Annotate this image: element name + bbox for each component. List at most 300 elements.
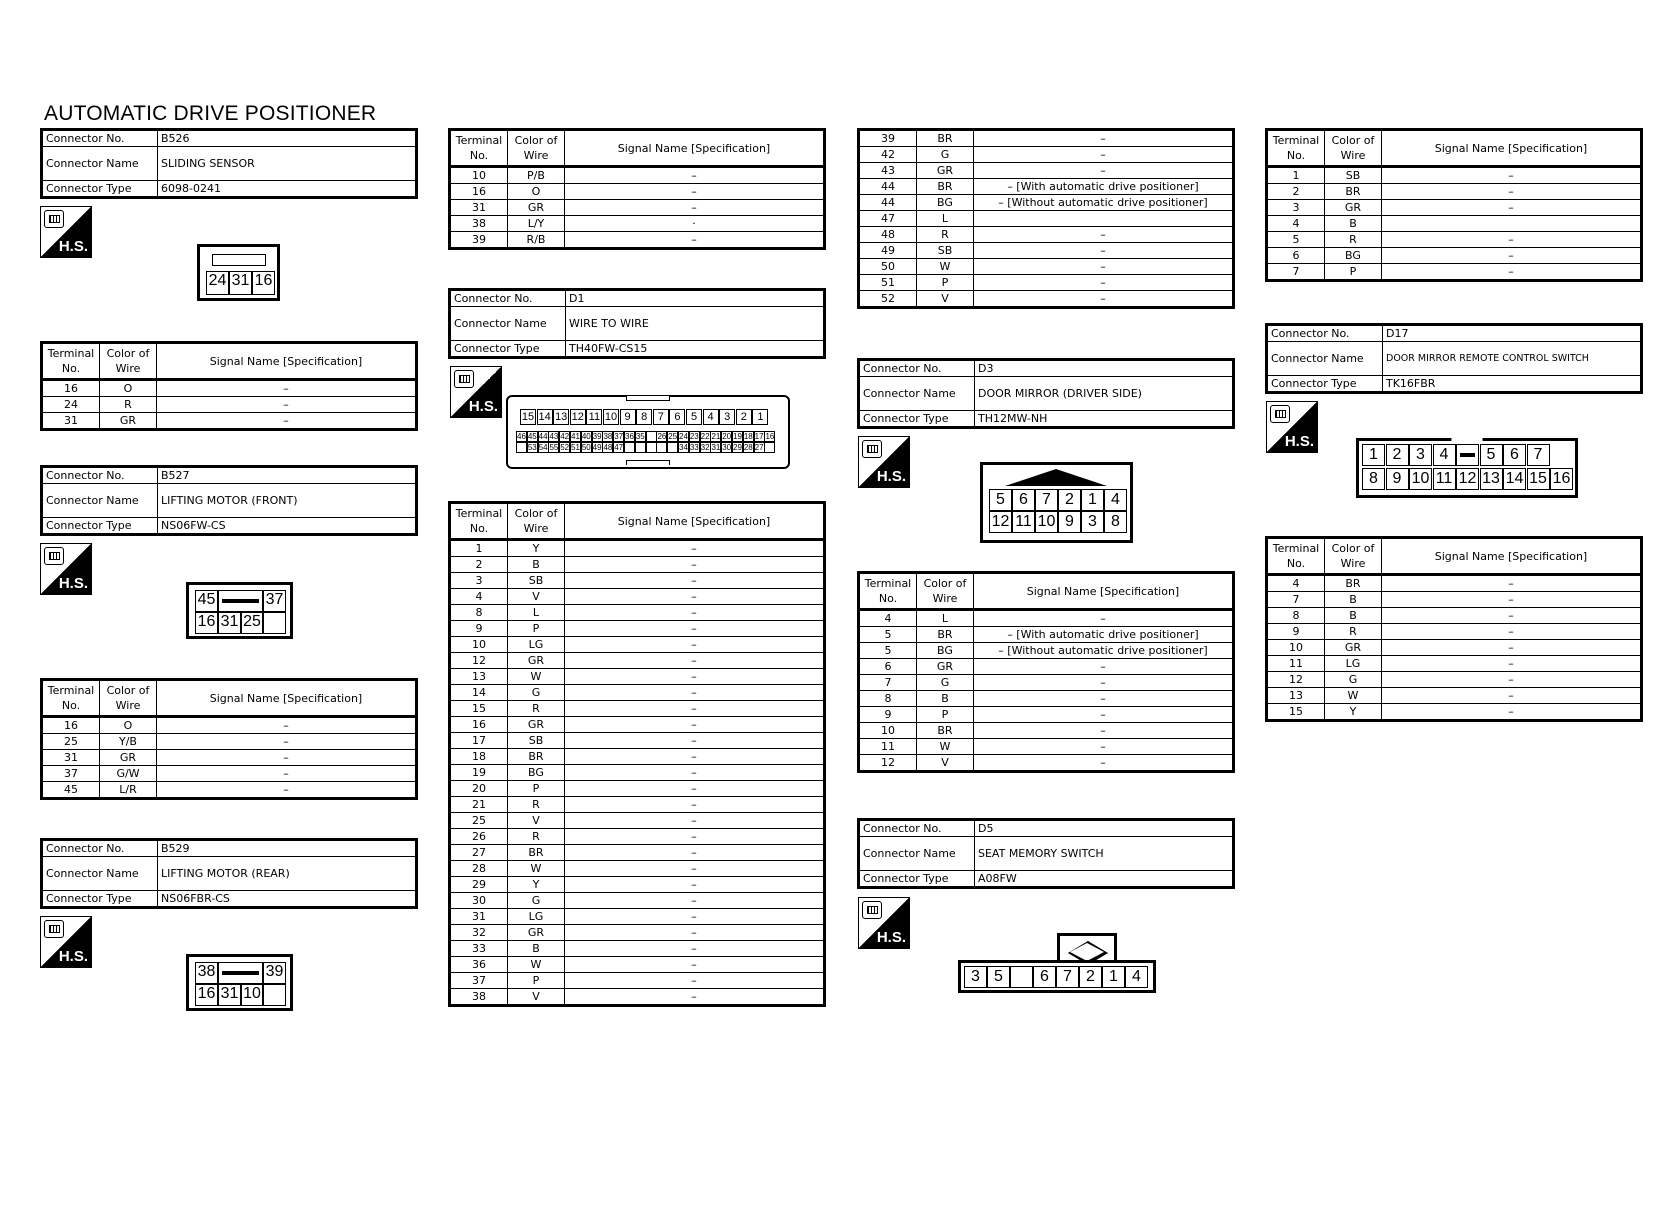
wire-color-cell: Y [508, 540, 565, 557]
signal-name-cell: – [974, 659, 1234, 675]
signal-name-cell: – [565, 573, 825, 589]
terminal-no-cell: 5 [859, 627, 917, 643]
table-row [450, 605, 825, 621]
connector-pin: 3 [1081, 511, 1104, 533]
connector-pin: 27 [754, 443, 764, 452]
connector-pin: 51 [571, 443, 580, 452]
table-row [450, 557, 825, 573]
terminal-no-cell: 1 [450, 540, 508, 557]
terminal-no-cell: 52 [859, 291, 917, 308]
terminal-no-cell: 38 [450, 989, 508, 1006]
wire-color-cell: P [508, 973, 565, 989]
connector-info-d3: Connector No. D3 Connector Name DOOR MIRROR (DRIVER SIDE) Connector Type TH12MW-NH [857, 358, 1235, 429]
wire-color-cell: BR [917, 179, 974, 195]
wire-color-cell: R [1325, 232, 1382, 248]
table-row [450, 845, 825, 861]
wire-color-cell: GR [100, 750, 157, 766]
terminal-no-cell: 50 [859, 259, 917, 275]
wire-color-cell: G [1325, 672, 1382, 688]
table-row [450, 797, 825, 813]
terminal-no-cell: 12 [1267, 672, 1325, 688]
terminal-no-cell: 28 [450, 861, 508, 877]
connector-pin: 45 [527, 432, 537, 441]
signal-name-cell: – [565, 733, 825, 749]
signal-name-cell: – [With automatic drive positioner] [974, 179, 1234, 195]
connector-pin [624, 442, 635, 453]
connector-no: D3 [975, 360, 1234, 377]
table-row [1267, 656, 1642, 672]
table-row [859, 275, 1234, 291]
harness-side-icon: H.S. [40, 916, 92, 968]
connector-pin: 30 [722, 443, 732, 452]
signal-name-cell: – [565, 797, 825, 813]
connector-no: B526 [158, 130, 417, 147]
connector-face-d1 [506, 395, 790, 469]
connector-pin: 12 [571, 411, 584, 423]
wire-color-cell: GR [508, 717, 565, 733]
wire-color-cell: LG [1325, 656, 1382, 672]
table-row [1267, 232, 1642, 248]
signal-name-cell: – [565, 845, 825, 861]
terminal-no-cell: 24 [42, 397, 100, 413]
terminal-no-cell: 4 [1267, 216, 1325, 232]
wire-color-cell: B [1325, 592, 1382, 608]
signal-name-cell: · [565, 216, 825, 232]
connector-pin: 42 [560, 432, 570, 441]
connector-pin: 8 [1362, 468, 1385, 490]
wire-color-cell: GR [508, 200, 565, 216]
signal-name-cell: – [565, 989, 825, 1006]
signal-name-cell: – [565, 973, 825, 989]
wire-color-cell: W [508, 861, 565, 877]
connector-no: B529 [158, 840, 417, 857]
connector-pin: 7 [1035, 489, 1058, 511]
connector-face-d5 [958, 933, 1156, 993]
signal-name-cell: – [1382, 184, 1642, 200]
connector-pin: 3 [719, 409, 735, 425]
connector-pin: 19 [733, 432, 742, 441]
page-title: AUTOMATIC DRIVE POSITIONER [44, 102, 377, 125]
connector-pin: 1 [1102, 966, 1125, 988]
connector-pin: 44 [538, 432, 548, 441]
connector-face-b529: 38 39 16 31 10 [186, 954, 293, 1011]
terminal-no-cell: 3 [1267, 200, 1325, 216]
wire-color-cell: R [508, 797, 565, 813]
wire-color-cell: R [100, 397, 157, 413]
table-row [450, 573, 825, 589]
terminal-no-cell: 12 [859, 755, 917, 772]
wire-color-cell: SB [917, 243, 974, 259]
connector-pin: 53 [527, 443, 537, 452]
signal-name-cell: – [1382, 232, 1642, 248]
wire-color-cell: SB [1325, 167, 1382, 184]
terminal-no-cell: 25 [450, 813, 508, 829]
signal-name-cell: – [565, 167, 825, 184]
signal-name-cell: – [1382, 264, 1642, 281]
connector-pin: 11 [1012, 511, 1035, 533]
connector-pin: 18 [743, 432, 753, 441]
connector-pin: 43 [549, 432, 559, 441]
connector-pin: 2 [1058, 489, 1081, 511]
connector-pin [1010, 966, 1033, 988]
wire-color-cell: W [508, 957, 565, 973]
table-row [1267, 264, 1642, 281]
wire-color-cell: BR [508, 749, 565, 765]
connector-pin [656, 442, 667, 453]
signal-name-cell: – [565, 877, 825, 893]
wire-color-cell: G [508, 685, 565, 701]
signal-name-cell: – [157, 413, 417, 430]
connector-pin: 14 [538, 411, 551, 423]
signal-name-cell: – [565, 925, 825, 941]
table-row [450, 781, 825, 797]
table-row [450, 877, 825, 893]
connector-name: SLIDING SENSOR [158, 147, 417, 181]
wire-color-cell: G [917, 147, 974, 163]
table-row [450, 957, 825, 973]
table-row [1267, 167, 1642, 184]
connector-name: LIFTING MOTOR (FRONT) [158, 484, 417, 518]
table-row [450, 669, 825, 685]
signal-name-cell: – [565, 957, 825, 973]
wire-color-cell: P [917, 707, 974, 723]
connector-pin: 24 [679, 432, 688, 441]
table-row [859, 723, 1234, 739]
connector-pin: 4 [1433, 444, 1456, 466]
terminal-no-cell: 45 [42, 782, 100, 799]
signal-name-cell: – [974, 723, 1234, 739]
connector-pin: 8 [1104, 511, 1127, 533]
table-row [42, 734, 417, 750]
terminal-no-cell: 10 [450, 167, 508, 184]
table-row [859, 739, 1234, 755]
table-row [450, 167, 825, 184]
terminal-no-cell: 6 [859, 659, 917, 675]
connector-pin: 36 [625, 432, 634, 441]
wire-color-cell: LG [508, 637, 565, 653]
wire-color-cell: L [917, 610, 974, 627]
table-row [1267, 216, 1642, 232]
terminal-no-cell: 44 [859, 179, 917, 195]
connector-pin [516, 442, 527, 453]
connector-pin: 6 [1012, 489, 1035, 511]
terminal-no-cell: 18 [450, 749, 508, 765]
signal-name-cell: – [565, 637, 825, 653]
wire-color-cell: P [1325, 264, 1382, 281]
terminal-no-cell: 9 [859, 707, 917, 723]
signal-name-cell: – [1382, 640, 1642, 656]
terminal-no-cell: 20 [450, 781, 508, 797]
connector-pin: 5 [987, 966, 1010, 988]
signal-name-cell: – [1382, 592, 1642, 608]
table-row [450, 909, 825, 925]
signal-name-cell: – [565, 200, 825, 216]
signal-name-cell: – [565, 621, 825, 637]
wire-color-cell: R/B [508, 232, 565, 249]
table-row [42, 380, 417, 397]
terminal-no-cell: 39 [859, 130, 917, 147]
signal-name-cell: – [Without automatic drive positioner] [974, 643, 1234, 659]
terminal-table-d17: Terminal No. Color of Wire Signal Name [Specification] 4 BR – 7 B – 8 B – 9 R – 10 GR – 11 LG – 12 G – 13 W – 15 Y – [1265, 536, 1643, 722]
wire-color-cell: Y [1325, 704, 1382, 721]
connector-info-b529: Connector No. B529 Connector Name LIFTING MOTOR (REAR) Connector Type NS06FBR-CS [40, 838, 418, 909]
connector-face-b526: 24 31 16 [197, 244, 280, 301]
connector-type: TK16FBR [1383, 376, 1642, 393]
terminal-no-cell: 17 [450, 733, 508, 749]
table-row [450, 653, 825, 669]
signal-name-cell: – [974, 130, 1234, 147]
connector-pin: 13 [555, 411, 568, 423]
table-row [450, 765, 825, 781]
terminal-no-cell: 11 [1267, 656, 1325, 672]
connector-name: WIRE TO WIRE [566, 307, 825, 341]
table-row [859, 195, 1234, 211]
wire-color-cell: LG [508, 909, 565, 925]
terminal-no-cell: 31 [42, 413, 100, 430]
connector-pin: 40 [581, 432, 591, 441]
terminal-no-cell: 33 [450, 941, 508, 957]
signal-name-cell: – [1382, 575, 1642, 592]
table-row [42, 766, 417, 782]
terminal-table-b526: Terminal No. Color of Wire Signal Name [Specification] 16 O – 24 R – 31 GR – [40, 341, 418, 431]
connector-pin: 54 [538, 443, 548, 452]
terminal-no-cell: 38 [450, 216, 508, 232]
connector-pin: 4 [703, 409, 719, 425]
wire-color-cell: L [508, 605, 565, 621]
connector-pin: 39 [592, 432, 602, 441]
connector-pin: 35 [635, 432, 645, 441]
connector-info-b526: Connector No. B526 Connector Name SLIDING SENSOR Connector Type 6098-0241 [40, 128, 418, 199]
connector-face-d17 [1356, 438, 1578, 498]
harness-side-icon: H.S. [40, 543, 92, 595]
terminal-no-cell: 15 [450, 701, 508, 717]
table-row [1267, 624, 1642, 640]
connector-pin: 2 [1386, 444, 1409, 466]
signal-name-cell: – [565, 909, 825, 925]
terminal-no-cell: 16 [450, 184, 508, 200]
harness-side-icon: H.S. [450, 366, 502, 418]
signal-name-cell: – [974, 707, 1234, 723]
signal-name-cell: – [974, 691, 1234, 707]
wire-color-cell: SB [508, 733, 565, 749]
wire-color-cell: W [1325, 688, 1382, 704]
wire-color-cell: V [508, 989, 565, 1006]
table-row [859, 659, 1234, 675]
terminal-no-cell: 2 [450, 557, 508, 573]
connector-type: NS06FBR-CS [158, 891, 417, 908]
connector-pin: 3 [1409, 444, 1432, 466]
table-row [450, 829, 825, 845]
table-row [450, 589, 825, 605]
table-row [450, 893, 825, 909]
wire-color-cell: V [508, 589, 565, 605]
wire-color-cell: P [508, 781, 565, 797]
signal-name-cell: – [565, 589, 825, 605]
connector-pin [646, 431, 657, 442]
connector-pin: 14 [1503, 468, 1526, 490]
wire-color-cell: B [917, 691, 974, 707]
table-row [42, 750, 417, 766]
wire-color-cell: P [917, 275, 974, 291]
wire-color-cell: BR [917, 627, 974, 643]
wire-color-cell: B [1325, 216, 1382, 232]
signal-name-cell: – [565, 540, 825, 557]
terminal-no-cell: 12 [450, 653, 508, 669]
connector-pin: 7 [1527, 444, 1550, 466]
table-row [1267, 608, 1642, 624]
connector-pin: 50 [581, 443, 591, 452]
terminal-no-cell: 47 [859, 211, 917, 227]
wire-color-cell: W [917, 259, 974, 275]
table-row [1267, 672, 1642, 688]
signal-name-cell: – [565, 941, 825, 957]
signal-name-cell: – [565, 557, 825, 573]
terminal-no-cell: 7 [1267, 264, 1325, 281]
table-row [859, 163, 1234, 179]
table-row [450, 973, 825, 989]
table-row [859, 259, 1234, 275]
connector-face-b527: 45 37 16 31 25 [186, 582, 293, 639]
signal-name-cell: – [1382, 608, 1642, 624]
wire-color-cell: GR [1325, 200, 1382, 216]
terminal-no-cell: 48 [859, 227, 917, 243]
table-row [1267, 688, 1642, 704]
connector-pin: 23 [689, 432, 699, 441]
wire-color-cell: Y/B [100, 734, 157, 750]
table-row [450, 749, 825, 765]
table-row [42, 782, 417, 799]
connector-pin: 2 [1079, 966, 1102, 988]
terminal-no-cell: 11 [859, 739, 917, 755]
connector-pin: 20 [722, 432, 732, 441]
harness-side-icon: H.S. [858, 436, 910, 488]
harness-side-icon: H.S. [858, 897, 910, 949]
signal-name-cell: – [974, 259, 1234, 275]
connector-pin: 4 [1125, 966, 1148, 988]
table-row [1267, 704, 1642, 721]
connector-type: TH12MW-NH [975, 411, 1234, 428]
terminal-no-cell: 31 [42, 750, 100, 766]
connector-pin: 5 [989, 489, 1012, 511]
wire-color-cell: R [1325, 624, 1382, 640]
terminal-no-cell: 25 [42, 734, 100, 750]
connector-pin: 4 [1104, 489, 1127, 511]
wire-color-cell: L [917, 211, 974, 227]
terminal-no-cell: 37 [450, 973, 508, 989]
wire-color-cell: GR [508, 925, 565, 941]
terminal-table-b527: Terminal No. Color of Wire Signal Name [Specification] 16 O – 25 Y/B – 31 GR – 37 G/W – 45 L/R – [40, 678, 418, 800]
table-row [450, 941, 825, 957]
table-row [450, 232, 825, 249]
wire-color-cell: V [917, 755, 974, 772]
table-row [42, 397, 417, 413]
table-row [1267, 184, 1642, 200]
table-row [859, 211, 1234, 227]
table-row [859, 707, 1234, 723]
terminal-no-cell: 13 [1267, 688, 1325, 704]
table-row [859, 627, 1234, 643]
terminal-no-cell: 27 [450, 845, 508, 861]
connector-info-d17: Connector No. D17 Connector Name DOOR MIRROR REMOTE CONTROL SWITCH Connector Type TK16FBR [1265, 323, 1643, 394]
terminal-no-cell: 3 [450, 573, 508, 589]
signal-name-cell: – [974, 755, 1234, 772]
connector-pin [667, 442, 678, 453]
connector-pin [646, 442, 657, 453]
connector-pin: 11 [586, 409, 602, 425]
connector-pin: 9 [620, 409, 636, 425]
signal-name-cell: – [565, 685, 825, 701]
signal-name-cell: – [974, 243, 1234, 259]
signal-name-cell: – [565, 232, 825, 249]
wire-color-cell: GR [100, 413, 157, 430]
signal-name-cell: – [565, 653, 825, 669]
signal-name-cell: – [974, 291, 1234, 308]
connector-pin: 28 [743, 443, 753, 452]
connector-face-d3 [980, 462, 1133, 543]
connector-pin: 41 [571, 432, 580, 441]
wire-color-cell: GR [508, 653, 565, 669]
signal-name-cell: – [974, 147, 1234, 163]
signal-name-cell: – [1382, 672, 1642, 688]
terminal-table-d3: Terminal No. Color of Wire Signal Name [Specification] 4 L – 5 BR – [With automatic drive positioner] 5 BG – [Without automatic drive positioner] 6 GR – 7 G – 8 B – 9 P – 10 BR – 11 W – 12 V – [857, 571, 1235, 773]
connector-no: B527 [158, 467, 417, 484]
terminal-no-cell: 31 [450, 909, 508, 925]
terminal-no-cell: 9 [450, 621, 508, 637]
connector-pin: 10 [604, 411, 618, 423]
terminal-no-cell: 4 [450, 589, 508, 605]
connector-name: SEAT MEMORY SWITCH [975, 837, 1234, 871]
wire-color-cell: R [508, 701, 565, 717]
connector-info-d1: Connector No. D1 Connector Name WIRE TO WIRE Connector Type TH40FW-CS15 [448, 288, 826, 359]
connector-pin [635, 442, 646, 453]
signal-name-cell: – [565, 749, 825, 765]
table-row [450, 540, 825, 557]
wire-color-cell: G [508, 893, 565, 909]
signal-name-cell: – [1382, 248, 1642, 264]
connector-pin: 6 [1503, 444, 1526, 466]
terminal-no-cell: 43 [859, 163, 917, 179]
connector-pin: 31 [711, 443, 721, 452]
connector-name: DOOR MIRROR (DRIVER SIDE) [975, 377, 1234, 411]
terminal-no-cell: 5 [859, 643, 917, 659]
wire-color-cell: P/B [508, 167, 565, 184]
terminal-no-cell: 8 [450, 605, 508, 621]
signal-name-cell: – [Without automatic drive positioner] [974, 195, 1234, 211]
terminal-no-cell: 15 [1267, 704, 1325, 721]
connector-pin: 21 [711, 432, 721, 441]
table-row [450, 989, 825, 1006]
terminal-no-cell: 36 [450, 957, 508, 973]
terminal-table-d1-continued [857, 128, 1235, 309]
signal-name-cell: – [974, 275, 1234, 291]
connector-pin: 7 [653, 409, 669, 425]
connector-pin: 25 [668, 432, 678, 441]
connector-pin: 16 [765, 432, 775, 441]
connector-pin: 34 [679, 443, 688, 452]
terminal-no-cell: 10 [450, 637, 508, 653]
wire-color-cell: BG [917, 195, 974, 211]
terminal-no-cell: 32 [450, 925, 508, 941]
terminal-no-cell: 16 [42, 380, 100, 397]
wire-color-cell: O [100, 380, 157, 397]
wire-color-cell: W [508, 669, 565, 685]
connector-pin: 46 [517, 432, 526, 441]
connector-pin: 13 [1480, 468, 1503, 490]
signal-name-cell: – [157, 717, 417, 734]
signal-name-cell: – [565, 765, 825, 781]
terminal-no-cell: 5 [1267, 232, 1325, 248]
signal-name-cell: – [157, 397, 417, 413]
